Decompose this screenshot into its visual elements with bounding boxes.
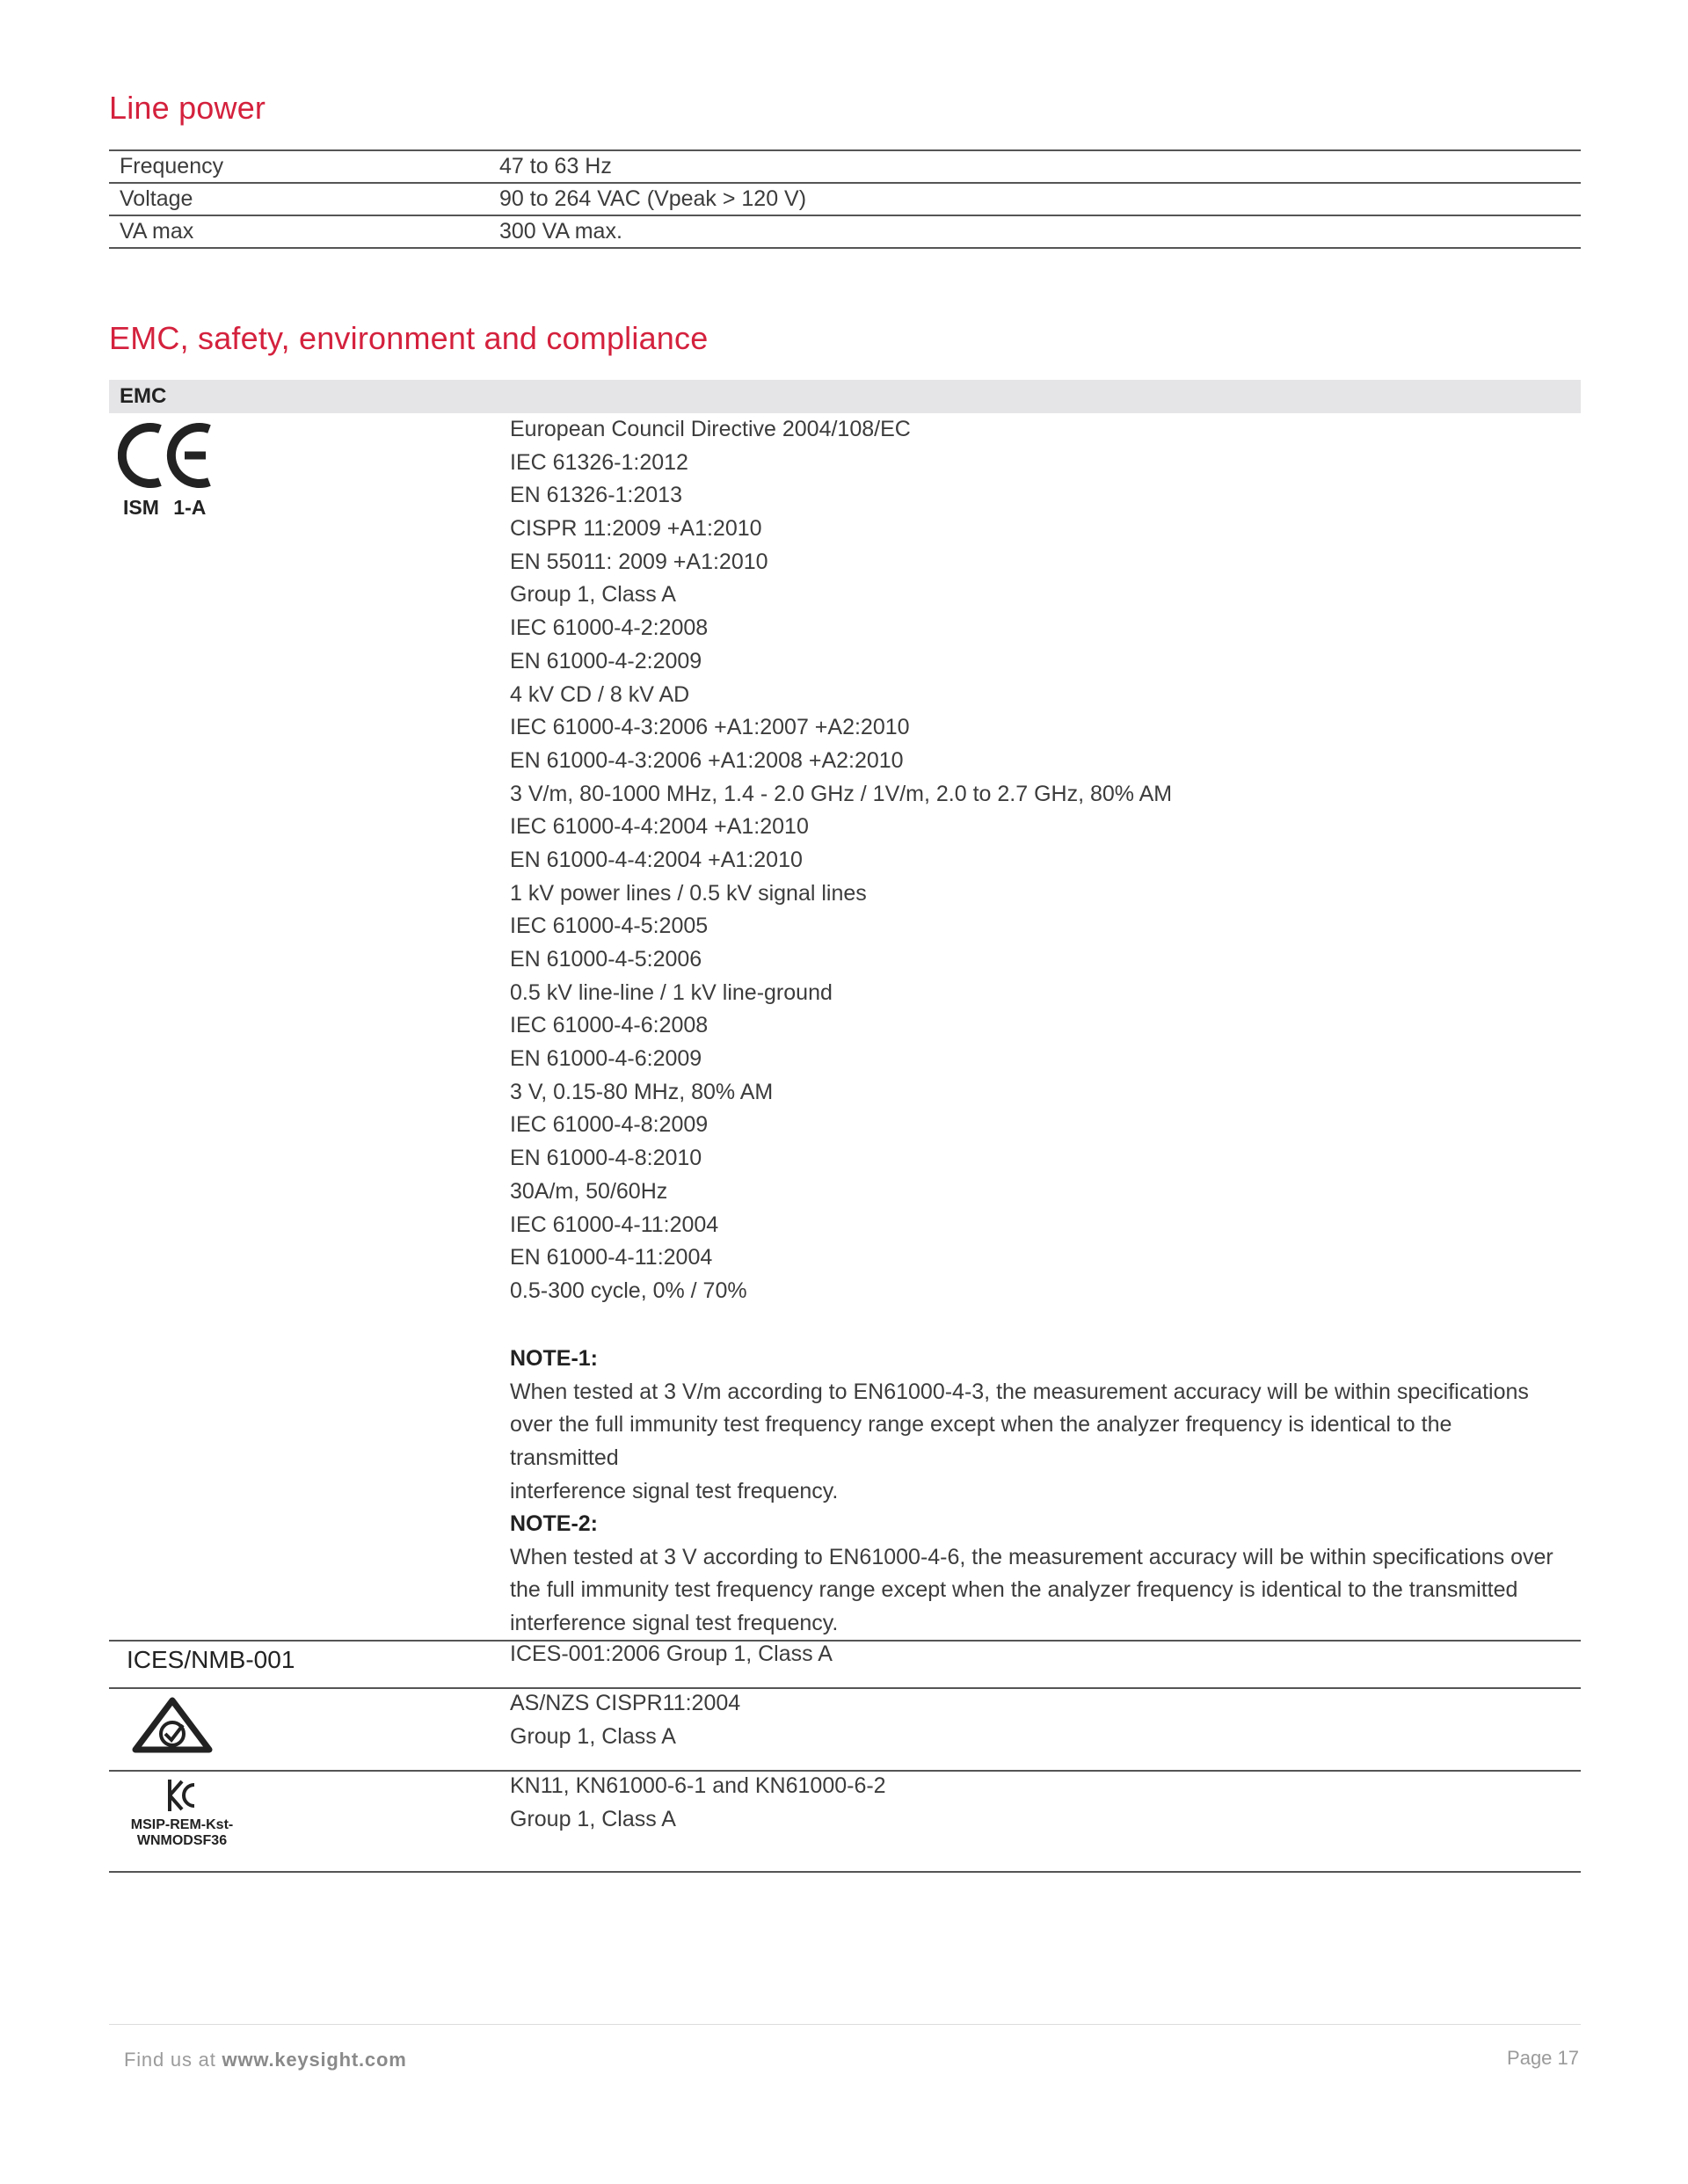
emc-header-row: EMC — [109, 380, 1581, 413]
spec-line: IEC 61326-1:2012 — [510, 449, 688, 475]
note-1 — [510, 1343, 1565, 1509]
kc-value — [510, 1770, 886, 1836]
page-number: Page 17 — [1507, 2047, 1579, 2069]
spec-line: EN 61000-4-4:2004 +A1:2010 — [510, 847, 803, 872]
spec-line: 0.5-300 cycle, 0% / 70% — [510, 1278, 747, 1303]
row-value: 90 to 264 VAC (Vpeak > 120 V) — [499, 186, 807, 211]
kc-value-line: KN11, KN61000-6-1 and KN61000-6-2 — [510, 1773, 886, 1798]
section-title-line-power: Line power — [109, 90, 266, 126]
rcm-mark-icon — [132, 1697, 213, 1759]
table-bottom-border — [109, 1871, 1581, 1873]
table-row — [109, 184, 1581, 216]
kc-mark-logo — [125, 1778, 239, 1849]
row-label: Frequency — [120, 154, 224, 178]
spec-line: EN 61326-1:2013 — [510, 483, 682, 508]
spec-line: EN 55011: 2009 +A1:2010 — [510, 549, 768, 574]
spec-line: IEC 61000-4-5:2005 — [510, 914, 709, 939]
spec-line: IEC 61000-4-3:2006 +A1:2007 +A2:2010 — [510, 715, 910, 740]
rcm-value-line: AS/NZS CISPR11:2004 — [510, 1691, 741, 1715]
spec-line: 3 V/m, 80-1000 MHz, 1.4 - 2.0 GHz / 1V/m, 2.0 to 2.7 GHz, 80% AM — [510, 781, 1173, 806]
footer-find-prefix: Find us at — [124, 2049, 222, 2071]
divider — [109, 1687, 1581, 1689]
divider — [109, 1640, 1581, 1642]
kc-value-line: Group 1, Class A — [510, 1806, 676, 1831]
table-row — [109, 216, 1581, 249]
spec-line: 3 V, 0.15-80 MHz, 80% AM — [510, 1079, 774, 1104]
note-2-title: NOTE-2: — [510, 1511, 598, 1536]
note-1-line: When tested at 3 V/m according to EN61000-4-3, the measurement accuracy will be within specifications — [510, 1379, 1529, 1404]
ce-mark-subtitle: ISM 1-A — [123, 496, 207, 519]
note-2-line: When tested at 3 V according to EN61000-4-6, the measurement accuracy will be within specifications over — [510, 1544, 1553, 1569]
note-1-line: interference signal test frequency. — [510, 1478, 839, 1503]
table-row — [109, 151, 1581, 184]
note-2-line: interference signal test frequency. — [510, 1611, 839, 1636]
spec-line: CISPR 11:2009 +A1:2010 — [510, 516, 762, 542]
ices-value: ICES-001:2006 Group 1, Class A — [510, 1642, 833, 1666]
spec-line: 4 kV CD / 8 kV AD — [510, 681, 690, 707]
footer-website-link[interactable]: www.keysight.com — [222, 2049, 407, 2071]
kc-mark-text-line: WNMODSF36 — [136, 1833, 228, 1848]
spec-line: EN 61000-4-6:2009 — [510, 1046, 702, 1072]
note-2-line: the full immunity test frequency range except when the analyzer frequency is identical to the transmitted — [510, 1577, 1518, 1603]
spec-line: EN 61000-4-3:2006 +A1:2008 +A2:2010 — [510, 747, 904, 773]
spec-line: IEC 61000-4-4:2004 +A1:2010 — [510, 814, 809, 840]
spec-line: EN 61000-4-2:2009 — [510, 648, 702, 673]
kc-mark-text-line: MSIP-REM-Kst- — [130, 1817, 234, 1832]
ce-mark-logo — [118, 422, 232, 519]
spec-line: EN 61000-4-8:2010 — [510, 1146, 702, 1171]
row-value: 300 VA max. — [499, 219, 622, 244]
rcm-value-line: Group 1, Class A — [510, 1723, 676, 1749]
spec-line: IEC 61000-4-8:2009 — [510, 1112, 709, 1138]
footer-find-us — [124, 2049, 407, 2071]
line-power-table — [109, 149, 1581, 249]
spec-line: 0.5 kV line-line / 1 kV line-ground — [510, 979, 833, 1005]
section-title-emc: EMC, safety, environment and compliance — [109, 320, 709, 356]
kc-mark-icon — [166, 1778, 198, 1813]
note-2 — [510, 1508, 1565, 1641]
row-label: Voltage — [120, 186, 193, 211]
rcm-value — [510, 1687, 740, 1753]
note-1-line: over the full immunity test frequency range except when the analyzer frequency is identical to the transmitted — [510, 1412, 1452, 1471]
spec-line: IEC 61000-4-6:2008 — [510, 1013, 709, 1038]
ices-label: ICES/NMB-001 — [127, 1646, 295, 1673]
spec-line: IEC 61000-4-2:2008 — [510, 615, 709, 641]
row-value: 47 to 63 Hz — [499, 154, 612, 178]
spec-line: IEC 61000-4-11:2004 — [510, 1212, 719, 1237]
emc-spec-list — [510, 413, 1574, 1308]
spec-line: EN 61000-4-5:2006 — [510, 947, 702, 972]
spec-line: European Council Directive 2004/108/EC — [510, 417, 911, 441]
row-label: VA max — [120, 219, 194, 244]
spec-line: EN 61000-4-11:2004 — [510, 1245, 713, 1270]
footer-divider — [109, 2024, 1581, 2025]
spec-line: Group 1, Class A — [510, 582, 676, 608]
note-1-title: NOTE-1: — [510, 1346, 598, 1371]
spec-line: 1 kV power lines / 0.5 kV signal lines — [510, 880, 867, 906]
spec-line: 30A/m, 50/60Hz — [510, 1178, 668, 1204]
